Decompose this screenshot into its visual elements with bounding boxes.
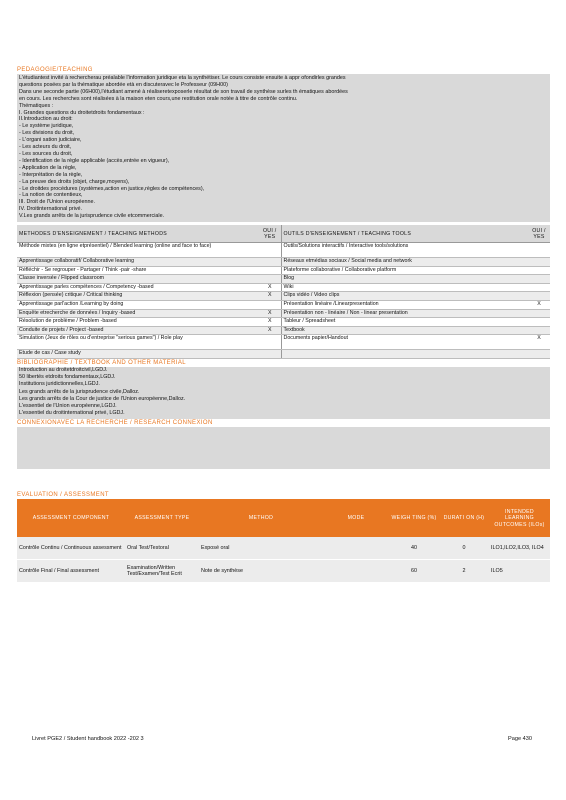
header-method: METHOD xyxy=(199,499,323,537)
evaluation-weighting-cell: 40 xyxy=(389,537,439,560)
tools-header: OUTILS D'ENSEIGNEMENT / TEACHING TOOLS xyxy=(281,225,528,243)
method-cell: Réflexion (pensée) critique / Critical thinking xyxy=(17,292,259,301)
bibliography-item: L'essentiel du droitinternational privé, LGDJ. xyxy=(19,410,125,417)
pedagogy-line: en cours. Les recherches sont réalisées à la maison eten cours,une restitution orale notée à titre de contrôle continu. xyxy=(19,95,298,102)
evaluation-component-cell: Contrôle Final / Final assessment xyxy=(17,560,125,583)
pedagogy-line: V.Les grands arrêts de la jurisprudence civile etcommerciale. xyxy=(19,213,165,220)
header-outcomes: INTENDED LEARNING OUTCOMES (ILOs) xyxy=(489,499,550,537)
method-check xyxy=(259,301,281,310)
evaluation-weighting-cell: 60 xyxy=(389,560,439,583)
tool-check xyxy=(528,275,550,284)
pedagogy-line: IV. Droitinternational privé. xyxy=(19,206,83,213)
bibliography-item: Les grands arrêts de la jurisprudence civile,Dalloz. xyxy=(19,388,140,395)
methods-yes-header: OUI / YES xyxy=(259,225,281,243)
methods-header: METHODES D'ENSEIGNEMENT / TEACHING METHODS xyxy=(17,225,259,243)
evaluation-row xyxy=(17,537,550,560)
tool-cell: Plateforme collaborative / Collaborative platform xyxy=(281,266,528,275)
method-check: X xyxy=(259,292,281,301)
bibliography-body xyxy=(17,367,550,419)
evaluation-outcomes-cell: ILO1,ILO2,ILO3, ILO4 xyxy=(489,537,550,560)
pedagogy-title: PEDAGOGIE/TEACHING xyxy=(17,67,93,73)
methods-row xyxy=(17,335,550,350)
pedagogy-line: - La notion de contentieux, xyxy=(19,192,83,199)
evaluation-mode-cell xyxy=(323,560,389,583)
evaluation-method-cell: Exposé oral xyxy=(199,537,323,560)
method-check xyxy=(259,350,281,359)
method-check xyxy=(259,335,281,350)
method-check xyxy=(259,275,281,284)
evaluation-duration-cell: 0 xyxy=(439,537,489,560)
method-check xyxy=(259,258,281,267)
tool-cell: Wiki xyxy=(281,283,528,292)
pedagogy-line: - Les divisions du droit, xyxy=(19,130,75,137)
pedagogy-line: Thématiques : xyxy=(19,102,54,109)
evaluation-title: EVALUATION / ASSESSMENT xyxy=(17,492,109,499)
tool-cell: Documents papier/Handout xyxy=(281,335,528,350)
pedagogy-line: III. Droit de l'Union européenne. xyxy=(19,199,95,206)
methods-row xyxy=(17,309,550,318)
bibliography-item: Institutions juridictionnelles,LGDJ. xyxy=(19,381,100,388)
evaluation-header-row xyxy=(17,499,550,537)
tool-cell: Blog xyxy=(281,275,528,284)
evaluation-mode-cell xyxy=(323,537,389,560)
methods-row xyxy=(17,326,550,335)
methods-row xyxy=(17,350,550,359)
methods-table xyxy=(17,225,550,359)
tool-cell xyxy=(281,350,528,359)
tool-cell: Présentation linéaire /Linearpresentation xyxy=(281,301,528,310)
method-cell: Simulation (Jeux de rôles ou d'entreprise "serious games") / Role play xyxy=(17,335,259,350)
method-cell: Apprentissage parl'action /Learning by doing xyxy=(17,301,259,310)
tool-check xyxy=(528,266,550,275)
tool-check xyxy=(528,350,550,359)
footer-left: Livret PGE2 / Student handbook 2022 -202 3 xyxy=(32,736,144,742)
bibliography-item: Introduction au droitetdroitcivil,LGDJ. xyxy=(19,366,108,373)
tool-cell: Outils/Solutions interactifs / Interactive tools/solutions xyxy=(281,243,528,258)
methods-row xyxy=(17,266,550,275)
page-content xyxy=(17,66,550,583)
methods-row xyxy=(17,275,550,284)
header-mode: MODE xyxy=(323,499,389,537)
bibliography-item: Les grands arrêts de la Cour de justice de l'Union européenne,Dalloz. xyxy=(19,395,186,402)
method-check xyxy=(259,266,281,275)
method-cell: Conduite de projets / Project -based xyxy=(17,326,259,335)
evaluation-row xyxy=(17,560,550,583)
method-check xyxy=(259,243,281,258)
header-type: ASSESSMENT TYPE xyxy=(125,499,199,537)
method-check: X xyxy=(259,283,281,292)
bibliography-title: BIBLIOGRAPHIE / TEXTBOOK AND OTHER MATERIAL xyxy=(17,359,187,366)
method-cell: Apprentissage parles compétences / Competency -based xyxy=(17,283,259,292)
pedagogy-line: questions posées par la thématique abordée età en discuteravec le Professeur (09H00) xyxy=(19,81,228,88)
pedagogy-line: - Identification de la règle applicable (accès,entrée en vigueur), xyxy=(19,157,170,164)
methods-row xyxy=(17,301,550,310)
tool-cell: Tableur / Spreadsheet xyxy=(281,318,528,327)
method-check: X xyxy=(259,326,281,335)
evaluation-outcomes-cell: ILO5 xyxy=(489,560,550,583)
evaluation-table xyxy=(17,499,550,583)
connexion-box xyxy=(17,427,550,469)
pedagogy-line: - Les sources du droit, xyxy=(19,150,73,157)
connexion-title: CONNEXIONAVEC LA RECHERCHE / RESEARCH CONNEXION xyxy=(17,420,213,427)
method-cell: Méthode mixtes (en ligne etprésentiel) / Blended learning (online and face to face) xyxy=(17,243,259,258)
method-check: X xyxy=(259,318,281,327)
pedagogy-line: II.Introduction au droit: xyxy=(19,116,73,123)
methods-row xyxy=(17,318,550,327)
tools-yes-header: OUI / YES xyxy=(528,225,550,243)
tool-check xyxy=(528,283,550,292)
header-component: ASSESSMENT COMPONENT xyxy=(17,499,125,537)
pedagogy-line: - La preuve des droits (objet, charge,moyens), xyxy=(19,178,130,185)
method-cell: Résolution de problème / Problem -based xyxy=(17,318,259,327)
tool-cell: Présentation non - linéaire / Non - linear presentation xyxy=(281,309,528,318)
tool-cell: Clips vidéo / Video clips xyxy=(281,292,528,301)
method-check: X xyxy=(259,309,281,318)
method-cell: Classe inversée / Flipped classroom xyxy=(17,275,259,284)
method-cell: Enquête etrecherche de données / Inquiry -based xyxy=(17,309,259,318)
methods-row xyxy=(17,243,550,258)
bibliography-item: L'essentiel de l'Union européenne,LGDJ. xyxy=(19,402,117,409)
pedagogy-line: - Application de la règle, xyxy=(19,164,77,171)
methods-row xyxy=(17,283,550,292)
pedagogy-line: - Le système juridique, xyxy=(19,123,74,130)
evaluation-type-cell: Oral Test/Testoral xyxy=(125,537,199,560)
tool-check: X xyxy=(528,301,550,310)
tool-cell: Textbook xyxy=(281,326,528,335)
methods-row xyxy=(17,258,550,267)
tool-check xyxy=(528,292,550,301)
evaluation-duration-cell: 2 xyxy=(439,560,489,583)
tool-check xyxy=(528,309,550,318)
pedagogy-body xyxy=(17,74,550,222)
pedagogy-line: - L'organi sation judiciaire, xyxy=(19,137,82,144)
methods-row xyxy=(17,292,550,301)
pedagogy-line: - Les acteurs du droit, xyxy=(19,144,72,151)
bibliography-item: 50 libertés etdroits fondamentaux,LGDJ. xyxy=(19,374,116,381)
tool-check xyxy=(528,326,550,335)
footer-page-number: Page 430 xyxy=(508,736,532,742)
pedagogy-line: I. Grandes questions du droitetdroits fondamentaux : xyxy=(19,109,145,116)
tool-check xyxy=(528,243,550,258)
pedagogy-line: - Le droitdes procédures (systèmes,action en justice,règles de compétences), xyxy=(19,185,205,192)
header-weighting: WEIGH TING (%) xyxy=(389,499,439,537)
method-cell: Réfléchir - Se regrouper - Partager / Think -pair -share xyxy=(17,266,259,275)
pedagogy-line: L'étudiantest invité à rechercherau préalable l'information juridique eta la synthétiser. Le cours consiste ensuite à appr ofondirles grandes xyxy=(19,75,346,81)
method-cell: Apprentissage collaboratif/ Collaborative learning xyxy=(17,258,259,267)
tool-check: X xyxy=(528,335,550,350)
evaluation-method-cell: Note de synthèse xyxy=(199,560,323,583)
pedagogy-line: - Interprétation de la règle, xyxy=(19,171,83,178)
methods-header-row xyxy=(17,225,550,243)
method-cell: Etude de cas / Case study xyxy=(17,350,259,359)
evaluation-component-cell: Contrôle Continu / Continuous assessment xyxy=(17,537,125,560)
evaluation-type-cell: Examination/Written Test/Examen/Test Ecrit xyxy=(125,560,199,583)
tool-check xyxy=(528,258,550,267)
tool-check xyxy=(528,318,550,327)
header-duration: DURATI ON (H) xyxy=(439,499,489,537)
pedagogy-line: Dans une seconde partie (06H00),l'étudiant amené à réaliseretexposerle résultat de son travail de synthèse surles th ématiques abordées xyxy=(19,88,348,95)
tool-cell: Réseaux etmédias sociaux / Social media and network xyxy=(281,258,528,267)
